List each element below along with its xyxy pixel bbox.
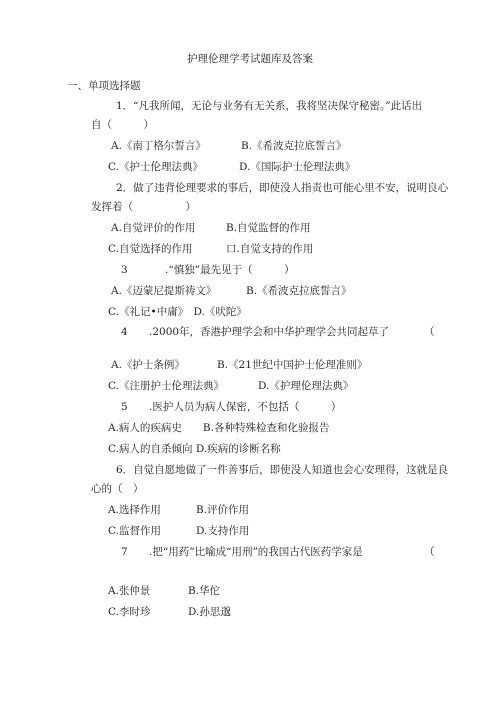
question-5-option-cd: C.病人的自杀倾向 D.疾病的诊断名称 (108, 443, 281, 455)
question-4-option-b: B.《21世纪中国护士伦理准则》 (217, 359, 368, 371)
question-7-option-a: A.张仲景 (108, 585, 151, 597)
question-2-option-b: B.自觉监督的作用 (226, 222, 311, 234)
question-4-number: 4 (121, 326, 128, 338)
question-4-stem: .2000年，香港护理学会和中华护理学会共同起草了 (149, 326, 390, 338)
question-6-stem: 6．自觉自愿地做了一件善事后，即使没人知道也会心安理得，这就是良 (116, 464, 449, 476)
section-heading: 一、单项选择题 (67, 80, 141, 92)
question-7-option-d: D.孙思邈 (188, 606, 231, 618)
question-1-stem-cont: 自（ ） (91, 119, 154, 131)
question-3-option-b: B.《希波克拉底誓言》 (246, 285, 352, 297)
question-4-option-a: A.《护士条例》 (111, 359, 185, 371)
question-3-option-cd: C.《礼记•中庸》 D.《吠陀》 (108, 306, 247, 318)
question-7-paren: （ (424, 546, 435, 558)
question-1-option-c: C.《护士伦理法典》 (108, 161, 203, 173)
question-5-stem: .医护人员为病人保密，不包括（ ） (149, 401, 342, 413)
question-1-option-a: A.《南丁格尔誓言》 (111, 140, 206, 152)
question-5-option-ab: A.病人的疾病史 B.各种特殊检查和化验报告 (108, 422, 330, 434)
page-title: 护理伦理学考试题库及答案 (187, 53, 313, 65)
question-5-number: 5 (121, 401, 128, 413)
question-7-number: 7 (121, 546, 128, 558)
question-3-option-a: A.《迈蒙尼提斯祷文》 (111, 285, 217, 297)
question-6-option-a: A.选择作用 (108, 504, 161, 516)
question-2-option-a: A.自觉评价的作用 (111, 222, 196, 234)
question-7-option-c: C.李时珍 (108, 606, 151, 618)
question-3-stem: .“慎独”最先见于（ ） (165, 264, 295, 276)
question-6-option-b: B.评价作用 (196, 504, 250, 516)
question-6-option-c: C.监督作用 (108, 525, 161, 537)
question-4-paren: （ (424, 326, 435, 338)
question-4-option-d: D.《护理伦理法典》 (258, 380, 354, 392)
question-2-stem-cont: 发挥着（ ） (91, 201, 196, 213)
question-2-option-d: 口.自觉支持的作用 (226, 243, 314, 255)
question-6-option-d: D.支持作用 (196, 525, 250, 537)
question-1-option-d: D.《国际护士伦理法典》 (239, 161, 356, 173)
question-2-stem: 2．做了违背伦理要求的事后，即使没人指责也可能心里不安，说明良心 (116, 182, 449, 194)
question-4-option-c: C.《注册护士伦理法典》 (108, 380, 224, 392)
question-2-option-c: C.自觉选择的作用 (108, 243, 193, 255)
question-1-stem: 1．“凡我所闻，无论与业务有无关系，我将坚决保守秘密。”此话出 (116, 100, 423, 112)
question-1-option-b: B.《希波克拉底誓言》 (241, 140, 347, 152)
question-7-stem: .把“用药”比喻成“用刑”的我国古代医药学家是 (149, 546, 363, 558)
question-3-number: 3 (121, 264, 128, 276)
question-6-stem-cont: 心的（ ） (91, 483, 144, 495)
question-7-option-b: B.华佗 (188, 585, 221, 597)
